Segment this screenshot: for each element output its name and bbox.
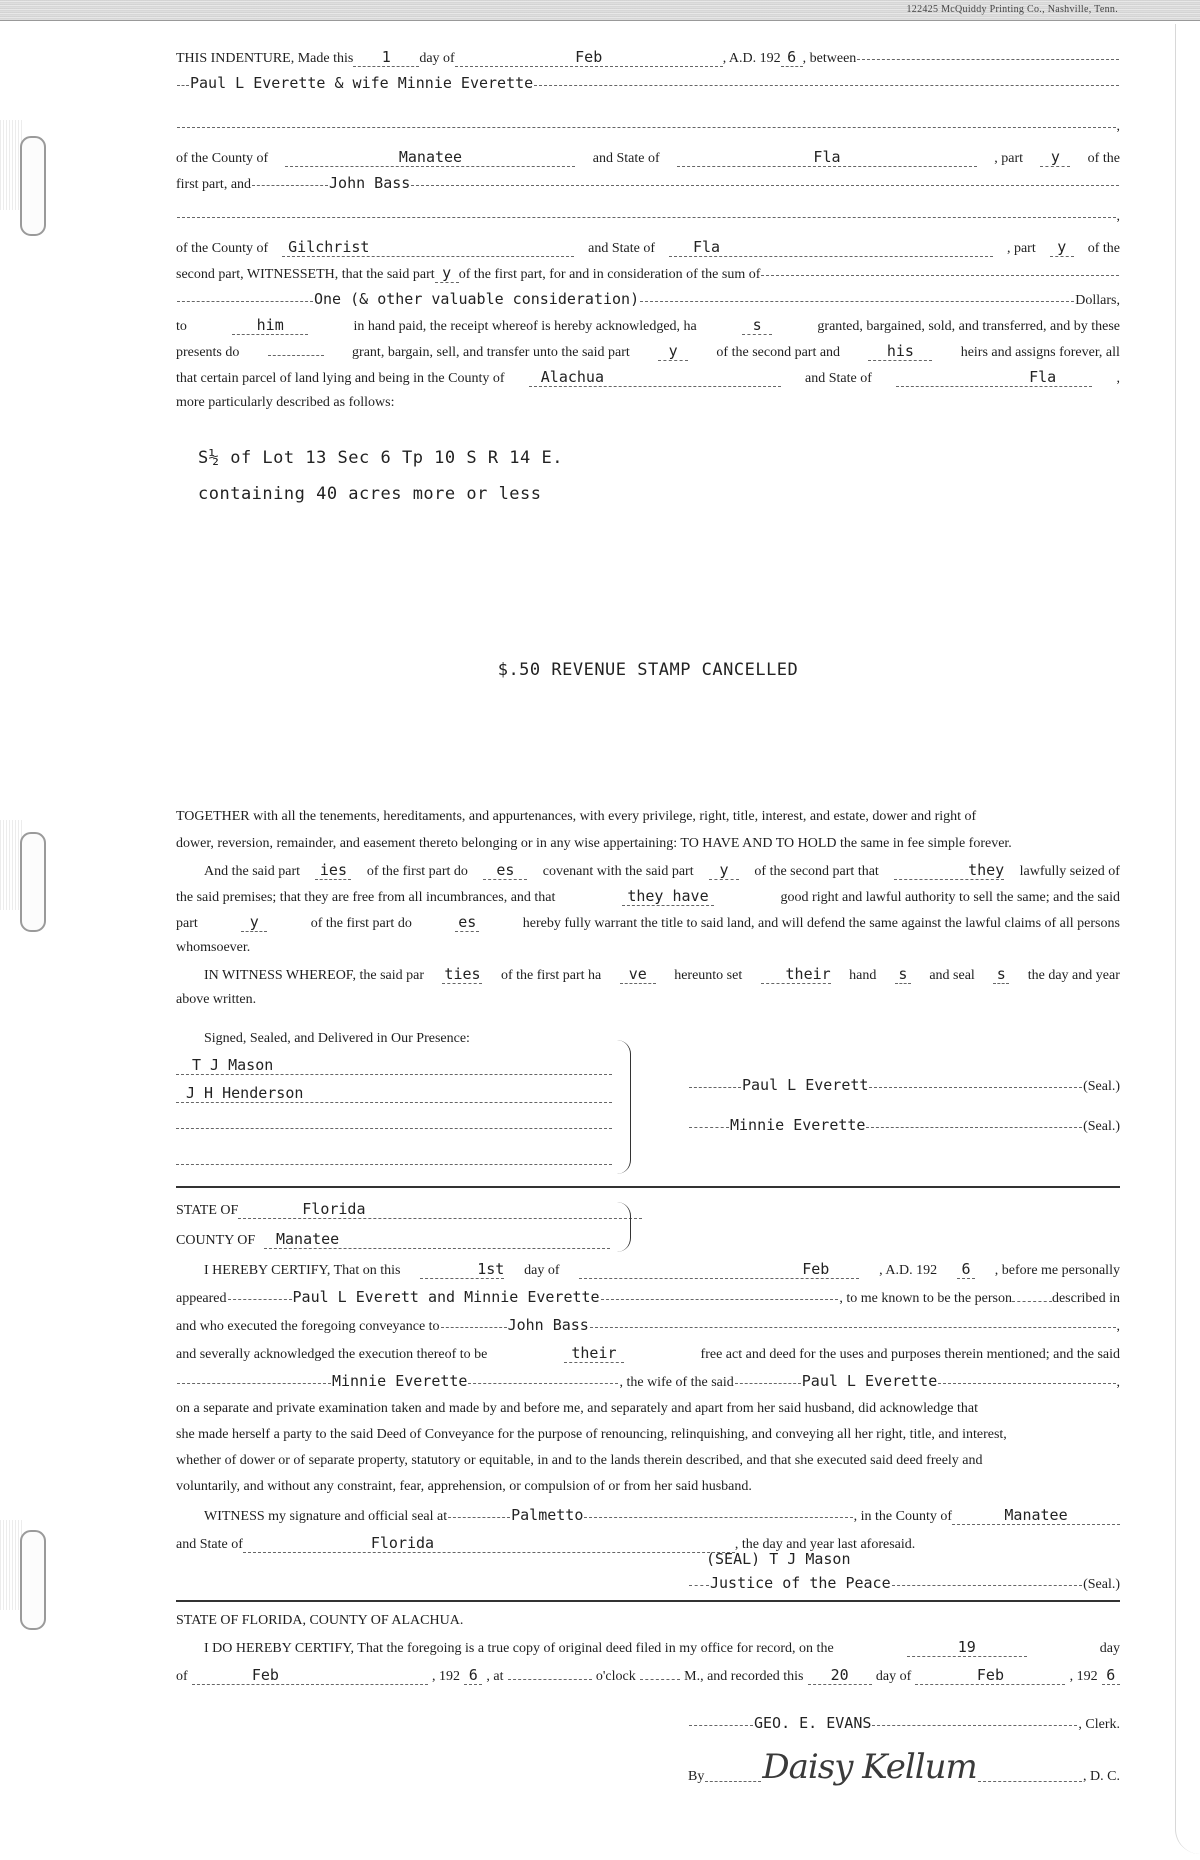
deputy-line [688, 1747, 1120, 1787]
first-party-state: Fla [677, 150, 977, 167]
day-of-label: day of [875, 1669, 912, 1684]
binder-hole-middle [20, 832, 46, 932]
grantor-names: Paul L Everette & wife Minnie Everette [190, 74, 534, 92]
deputy-clerk-label: , D. C. [1083, 1769, 1120, 1784]
signer-2: Minnie Everette [730, 1116, 866, 1134]
paid-to: him [232, 318, 308, 335]
county-label: of the County of [176, 241, 269, 256]
grantee-name: John Bass [329, 174, 411, 192]
first-party-county: Manatee [285, 150, 575, 167]
state-label: and State of [592, 151, 660, 166]
binder-hole-top [20, 136, 46, 236]
ack-line-8 [176, 1454, 1120, 1468]
venue-bracket [616, 1202, 631, 1252]
indenture-intro: THIS INDENTURE, Made this [176, 51, 354, 66]
warranty-text: hereby fully warrant the title to said land, and will defend the same against the lawful claims of all persons [522, 916, 1120, 931]
land-state: Fla [896, 370, 1092, 387]
plural-suffix: s [993, 967, 1009, 984]
covenant-line-2 [176, 837, 1120, 851]
recording-text: I DO HEREBY CERTIFY, That the foregoing is a true copy of original deed filed in my office for record, on the [204, 1641, 834, 1656]
recording-title: STATE OF FLORIDA, COUNTY OF ALACHUA. [176, 1613, 464, 1628]
deed-day: 1 [353, 50, 419, 67]
presents-text: presents do [176, 345, 240, 360]
signer-line-2 [688, 1118, 1120, 1134]
printer-strip [0, 0, 1200, 21]
ack-county: Manatee [264, 1232, 610, 1249]
legal-description: S½ of Lot 13 Sec 6 Tp 10 S R 14 E. [198, 448, 563, 468]
covenant-line-1 [176, 810, 1120, 824]
witness-line-4 [176, 1164, 612, 1165]
deed-month: Feb [455, 50, 723, 67]
part-label: , part [1006, 241, 1036, 256]
indenture-line-5 [176, 176, 1120, 192]
party-suffix: y [241, 915, 267, 932]
deed-year-digit: 6 [781, 50, 803, 67]
ack-state-line [176, 1202, 610, 1219]
ack-state: Florida [238, 1202, 642, 1219]
presence-label: Signed, Sealed, and Delivered in Our Presence: [204, 1031, 470, 1046]
second-party-county: Gilchrist [282, 240, 574, 257]
year-label: , 192 [1069, 1669, 1098, 1684]
known-text: , to me known to be the person [839, 1291, 1012, 1306]
officer-seal-name: (SEAL) T J Mason [706, 1550, 851, 1568]
clerk-label: , Clerk. [1078, 1717, 1120, 1732]
party-suffix: y [1050, 240, 1074, 257]
indenture-line-1 [176, 50, 1120, 67]
dollars-label: Dollars, [1075, 293, 1120, 308]
witness-text: hereunto set [674, 968, 743, 983]
party-suffix: y [435, 266, 459, 283]
clerk-name: GEO. E. EVANS [754, 1714, 872, 1732]
recording-line-2 [176, 1668, 1120, 1685]
receipt-text: in hand paid, the receipt whereof is hereby acknowledged, ha [353, 319, 697, 334]
ack-county-line [176, 1232, 610, 1249]
whomsoever-text: whomsoever. [176, 940, 251, 955]
indenture-line-11 [176, 344, 1120, 361]
appeared-label: appeared [176, 1291, 227, 1306]
witness-text: hand [849, 968, 877, 983]
state-label: STATE OF [176, 1203, 239, 1218]
aforesaid-text: , the day and year last aforesaid. [734, 1537, 916, 1552]
covenant-text: of the first part do [366, 864, 468, 879]
officer-title-line [688, 1576, 1120, 1592]
above-written: above written. [176, 992, 257, 1007]
deputy-signature: Daisy Kellum [762, 1747, 977, 1787]
indenture-line-10 [176, 318, 1120, 335]
ack-line-1 [204, 1262, 1120, 1279]
signer-line-1 [688, 1078, 1120, 1094]
ack-seal-county: Manatee [952, 1508, 1120, 1525]
ad-label: , A.D. 192 [722, 51, 781, 66]
plural-suffix: s [895, 967, 911, 984]
wife-of-text: , the wife of the said [619, 1375, 734, 1390]
of-the-label: of the [1087, 241, 1120, 256]
first-part-label: first part, and [176, 177, 252, 192]
together-text: TOGETHER with all the tenements, hereditaments, and appurtenances, with every privilege, right, title, interest, and estate, dower and right of [176, 809, 977, 824]
covenant-text: the said premises; that they are free from all incumbrances, and that [176, 890, 556, 905]
free-act-text: free act and deed for the uses and purposes therein mentioned; and the said [700, 1347, 1120, 1362]
transfer-text: grant, bargain, sell, and transfer unto the said part [352, 345, 630, 360]
printer-imprint: 122425 McQuiddy Printing Co., Nashville, Tenn. [906, 4, 1118, 15]
seal-label: (Seal.) [1083, 1577, 1120, 1592]
witness-text: the day and year [1027, 968, 1120, 983]
they-fill: they [894, 863, 1004, 880]
ack-line-6 [176, 1402, 1120, 1416]
county-label: COUNTY OF [176, 1233, 256, 1248]
filed-month: Feb [192, 1668, 428, 1685]
witness-1: T J Mason [192, 1056, 274, 1074]
husband-name: Paul L Everette [801, 1372, 938, 1390]
ack-line-5 [176, 1374, 1120, 1390]
verb-suffix: es [483, 863, 527, 880]
county-label: , in the County of [853, 1509, 952, 1524]
indenture-line-9 [176, 292, 1120, 308]
page-fold-edge [1175, 24, 1200, 1854]
described-text: described in [1051, 1291, 1120, 1306]
verb-suffix: s [742, 318, 772, 335]
county-label: of the County of [176, 151, 269, 166]
ack-line-7 [176, 1428, 1120, 1442]
at-label: , at [486, 1669, 504, 1684]
witness-2: J H Henderson [186, 1084, 304, 1102]
described-label: more particularly described as follows: [176, 395, 395, 410]
comma: , [1116, 209, 1120, 224]
part-label: , part [994, 151, 1024, 166]
party-suffix: y [709, 863, 739, 880]
comma: , [1116, 119, 1120, 134]
witness-seal-text: WITNESS my signature and official seal at [204, 1509, 448, 1524]
covenant-text: good right and lawful authority to sell the same; and the said [780, 890, 1120, 905]
witness-text: of the first part ha [500, 968, 602, 983]
ack-year-digit: 6 [957, 1262, 975, 1279]
recorded-month: Feb [915, 1668, 1065, 1685]
second-part-text: of the second part and [716, 345, 841, 360]
dower-text: whether of dower or of separate property, statutory or equitable, in and to the lands therein described, and that she executed said deed freely and [176, 1453, 983, 1468]
covenant-text: of the second part that [754, 864, 879, 879]
clerk-line [688, 1716, 1120, 1732]
witness-line-3 [176, 1128, 612, 1129]
year-label: , 192 [432, 1669, 461, 1684]
covenant-text: covenant with the said part [542, 864, 694, 879]
land-county: Alachua [529, 370, 781, 387]
filed-year-digit: 6 [464, 1668, 482, 1685]
they-have-fill: they have [622, 889, 714, 906]
filed-day: 19 [907, 1640, 1027, 1657]
indenture-line-8 [176, 266, 1120, 283]
certify-text: I HEREBY CERTIFY, That on this [204, 1263, 401, 1278]
state-label: and State of [805, 371, 872, 386]
seal-label: (Seal.) [1083, 1079, 1120, 1094]
granted-text: granted, bargained, sold, and transferred, and by these [817, 319, 1120, 334]
their-fill: their [761, 967, 831, 984]
ack-day: 1st [420, 1262, 504, 1279]
of-label: of [176, 1669, 188, 1684]
of-the-label: of the [1087, 151, 1120, 166]
acreage: containing 40 acres more or less [198, 484, 542, 504]
comma: , [1116, 1375, 1120, 1390]
party-suffix: ties [444, 965, 481, 983]
heirs-text: heirs and assigns forever, all [960, 345, 1120, 360]
day-of-label: day of [524, 1263, 560, 1278]
party-suffix: y [658, 344, 688, 361]
indenture-line-12 [176, 370, 1120, 387]
ack-month: Feb [579, 1262, 859, 1279]
covenant-line-3 [204, 863, 1120, 880]
state-label: and State of [588, 241, 655, 256]
witness-bracket [616, 1040, 631, 1174]
voluntarily-text: voluntarily, and without any constraint, fear, apprehension, or compulsion of or from her said husband. [176, 1479, 752, 1494]
party-suffix: ies [315, 863, 351, 880]
witnesseth-text: second part, WITNESSETH, that the said part [176, 267, 435, 282]
comma: , [1116, 1319, 1120, 1334]
section-divider-2 [176, 1600, 1120, 1602]
covenant-line-4 [176, 889, 1120, 906]
between-label: , between [802, 51, 857, 66]
parcel-text: that certain parcel of land lying and being in the County of [176, 371, 505, 386]
by-label: By [688, 1769, 705, 1784]
recorded-text: M., and recorded this [684, 1669, 804, 1684]
covenant-text: part [176, 916, 198, 931]
executed-text: and who executed the foregoing conveyance to [176, 1319, 440, 1334]
ack-place: Palmetto [511, 1506, 584, 1524]
section-divider-1 [176, 1186, 1120, 1188]
consideration-text: of the first part, for and in consideration of the sum of [458, 267, 761, 282]
indenture-line-7 [176, 240, 1120, 257]
day-of-label: day of [419, 51, 455, 66]
ack-line-4 [176, 1346, 1120, 1363]
signer-1: Paul L Everett [742, 1076, 869, 1094]
ack-line-3 [176, 1318, 1120, 1334]
second-party-state: Fla [669, 240, 993, 257]
ack-line-10 [204, 1508, 1120, 1525]
their-fill: their [564, 1346, 624, 1363]
officer-title: Justice of the Peace [710, 1574, 891, 1592]
verb-suffix: ve [620, 967, 656, 984]
day-label: day [1099, 1641, 1120, 1656]
before-me-text: , before me personally [994, 1263, 1120, 1278]
oclock-label: o'clock [595, 1669, 636, 1684]
recorded-year-digit: 6 [1102, 1668, 1120, 1685]
habendum-text: dower, reversion, remainder, and easement thereto belonging or in any wise appertaining: TO HAVE AND TO HOLD the same in fee simple forever. [176, 836, 1012, 851]
heirs-pronoun: his [868, 344, 932, 361]
covenant-text: lawfully seized of [1019, 864, 1120, 879]
ack-seal-state: Florida [243, 1536, 735, 1553]
ack-grantee: John Bass [507, 1316, 589, 1334]
recorded-day: 20 [808, 1668, 872, 1685]
ad-label: , A.D. 192 [879, 1263, 938, 1278]
comma: , [1116, 371, 1120, 386]
witness-text: and seal [929, 968, 975, 983]
binder-hole-bottom [20, 1530, 46, 1630]
seal-label: (Seal.) [1083, 1119, 1120, 1134]
renouncing-text: she made herself a party to the said Deed of Conveyance for the purpose of renouncing, relinquishing, and conveying all her right, title, and interest, [176, 1427, 1007, 1442]
revenue-stamp-note: $.50 REVENUE STAMP CANCELLED [497, 660, 799, 680]
state-label: and State of [176, 1537, 243, 1552]
covenant-text: of the first part do [310, 916, 412, 931]
witness-text: IN WITNESS WHEREOF, the said par [204, 968, 425, 983]
covenant-text: And the said part [204, 864, 301, 879]
appeared-persons: Paul L Everett and Minnie Everette [292, 1288, 600, 1306]
witness-whereof-line [204, 967, 1120, 984]
indenture-line-2 [176, 76, 1120, 91]
covenant-line-5 [176, 915, 1120, 932]
ack-line-2 [176, 1290, 1120, 1306]
indenture-line-6 [176, 210, 1120, 224]
acknowledged-text: and severally acknowledged the execution thereof to be [176, 1347, 488, 1362]
wife-name: Minnie Everette [332, 1372, 468, 1390]
verb-suffix: es [455, 915, 479, 932]
party-suffix: y [1040, 150, 1070, 167]
indenture-line-4 [176, 150, 1120, 167]
examination-text: on a separate and private examination taken and made by and before me, and separately and apart from her said husband, did acknowledge that [176, 1401, 978, 1416]
to-label: to [176, 319, 187, 334]
recording-line-1 [204, 1640, 1120, 1657]
consideration-amount: One (& other valuable consideration) [314, 290, 640, 308]
indenture-line-3 [176, 120, 1120, 134]
